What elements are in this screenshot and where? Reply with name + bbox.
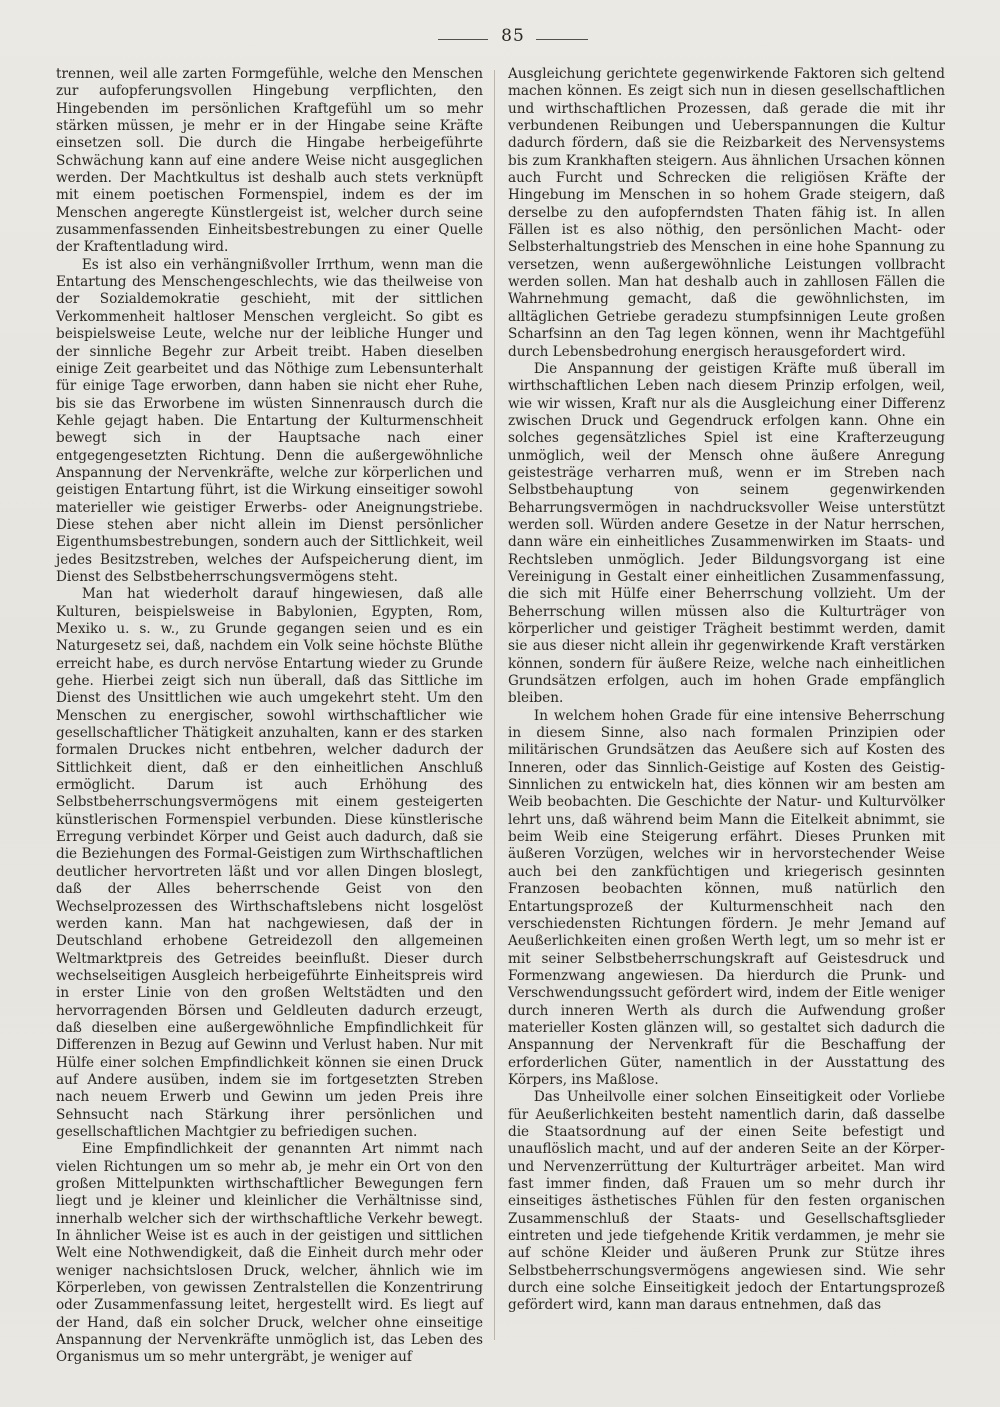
page-header (0, 22, 1000, 58)
left-paragraph-3: Man hat wiederholt darauf hingewiesen, daß alle Kulturen, beispielsweise in Babylonien, Egypten, Rom, Mexiko u. s. w., zu Grunde gegangen seien und es ein Naturgesetz sei, daß, nachdem ein Volk seine höchste Blüthe erreicht habe, es durch nervöse Entartung wieder zu Grunde gehe. Hierbei zeigt sich nun überall, daß das Sittliche im Dienst des Unsittlichen wie auch umgekehrt steht. Um den Menschen zu energischer, sowohl wirthschaftlicher wie gesellschaftlicher Thätigkeit anzuhalten, kann er des starken formalen Druckes nicht entbehren, welcher dadurch der Sittlichkeit dient, daß er den einheitlichen Anschluß ermöglicht. Darum ist auch Erhöhung des Selbstbeherrschungsvermögens mit einem gesteigerten künstlerischen Formenspiel verbunden. Diese künstlerische Erregung verbindet Körper und Geist auch dadurch, daß sie die Beziehungen des Formal-Geistigen zum Wirthschaftlichen deutlicher hervortreten läßt und vor allen Dingen bloslegt, daß der Alles beherrschende Geist von den Wechselprozessen des Wirthschaftslebens nicht losgelöst werden kann. Man hat nachgewiesen, daß der in Deutschland erhobene Getreidezoll den allgemeinen Weltmarktpreis des Getreides beeinflußt. Dieser durch wechselseitigen Ausgleich herbeigeführte Einheitspreis wird in erster Linie von den großen Weltstädten und den hervorragenden Börsen und Geldleuten dadurch erzeugt, daß dieselben eine außergewöhnliche Empfindlichkeit für Differenzen in Bezug auf Gewinn und Verlust haben. Nur mit Hülfe einer solchen Empfindlichkeit können sie einen Druck auf Andere ausüben, indem sie im fortgesetzten Streben nach neuem Erwerb und Gewinn um jeden Preis ihre Sehnsucht nach Stärkung ihrer persönlichen und gesellschaftlichen Machtgier zu befriedigen suchen. (56, 586, 483, 1140)
left-paragraph-1: trennen, weil alle zarten Formgefühle, welche den Menschen zur aufopferungsvollen Hingebung verpflichten, den Hingebenden im persönlichen Kraftgefühl um so mehr stärken müssen, je mehr er in der Hingabe seine Kräfte einsetzen soll. Die durch die Hingabe herbeigeführte Schwächung kann auf eine andere Weise nicht ausgeglichen werden. Der Machtkultus ist deshalb auch stets verknüpft mit einem poetischen Formenspiel, indem es der im Menschen angeregte Künstlergeist ist, welcher durch seine zusammenfassenden Einheitsbestrebungen zu einer Quelle der Kraftentladung wird. (56, 66, 483, 256)
right-paragraph-3: In welchem hohen Grade für eine intensive Beherrschung in diesem Sinne, also nach formalen Prinzipien oder militärischen Grundsätzen das Aeußere sich auf Kosten des Inneren, oder das Sinnlich-Geistige auf Kosten des Geistig-Sinnlichen zu entwickeln hat, dies können wir am besten am Weib beobachten. Die Geschichte der Natur- und Kulturvölker lehrt uns, daß während beim Mann die Eitelkeit abnimmt, sie beim Weib eine Steigerung erfährt. Dieses Prunken mit äußeren Vorzügen, welches wir in hervorstechender Weise auch bei den zankfüchtigen und kriegerisch gesinnten Franzosen beobachten können, muß natürlich den Entartungsprozeß der Kulturmenschheit nach den verschiedensten Richtungen fördern. Je mehr Jemand auf Aeußerlichkeiten einen großen Werth legt, um so mehr ist er mit seiner Selbstbeherrschungskraft auf Geistesdruck und Formenzwang angewiesen. Da hierdurch die Prunk- und Verschwendungssucht gefördert wird, indem der Eitle weniger durch inneren Werth als durch die Aufwendung großer materieller Kosten glänzen will, so gestaltet sich dadurch die Anspannung der Nervenkraft für die Beschaffung der erforderlichen Güter, namentlich in der Ausstattung des Körpers, ins Maßlose. (508, 707, 945, 1088)
header-rule-left (438, 39, 488, 40)
column-divider (494, 70, 495, 1340)
left-paragraph-2: Es ist also ein verhängnißvoller Irrthum, wenn man die Entartung des Menschengeschlechts, wie das theilweise von der Sozialdemokratie geschieht, mit der sittlichen Verkommenheit haltloser Menschen vergleicht. So gibt es beispielsweise Leute, welche nur der leibliche Hunger und der sinnliche Begehr zur Arbeit treibt. Haben dieselben einige Zeit gearbeitet und das Nöthige zum Lebensunterhalt für einige Tage erworben, dann haben sie nicht eher Ruhe, bis sie das Erworbene im wüsten Sinnenrausch durch die Kehle gejagt haben. Die Entartung der Kulturmenschheit bewegt sich in der Hauptsache nach einer entgegengesetzten Richtung. Denn die außergewöhnliche Anspannung der Nervenkräfte, welche zur körperlichen und geistigen Entartung führt, ist die Wirkung einseitiger sowohl materieller wie geistiger Erwerbs- oder Aneignungstriebe. Diese stehen aber nicht allein im Dienst persönlicher Eigenthumsbestrebungen, sondern auch der Sittlichkeit, weil jedes Besitzstreben, welches der Aufspeicherung dient, im Dienst des Selbstbeherrschungsvermögens steht. (56, 256, 483, 585)
left-paragraph-4: Eine Empfindlichkeit der genannten Art nimmt nach vielen Richtungen um so mehr ab, je mehr ein Ort von den großen Mittelpunkten wirthschaftlicher Bewegungen fern liegt und je kleiner und kleinlicher die Verhältnisse sind, innerhalb welcher sich der wirthschaftliche Verkehr bewegt. In ähnlicher Weise ist es auch in der geistigen und sittlichen Welt eine Nothwendigkeit, daß die Einheit durch mehr oder weniger nachsichtslosen Druck, welcher, ähnlich wie im Körperleben, von gewissen Zentralstellen die Konzentrirung oder Zusammenfassung leitet, hergestellt wird. Es liegt auf der Hand, daß ein solcher Druck, welcher ohne einseitige Anspannung der Nervenkräfte unmöglich ist, das Leben des Organismus um so mehr untergräbt, je weniger auf (56, 1141, 483, 1366)
right-paragraph-1: Ausgleichung gerichtete gegenwirkende Faktoren sich geltend machen können. Es zeigt sich nun in diesen gesellschaftlichen und wirthschaftlichen Prozessen, daß gerade die mit ihr verbundenen Reibungen und Ueberspannungen die Kultur dadurch fördern, daß sie die Reizbarkeit des Nervensystems bis zum Krankhaften steigern. Aus ähnlichen Ursachen können auch Furcht und Schrecken die religiösen Kräfte der Hingebung im Menschen in so hohem Grade steigern, daß derselbe zu den aufopferndsten Thaten fähig ist. In allen Fällen ist es also nöthig, den persönlichen Macht- oder Selbsterhaltungstrieb des Menschen in eine hohe Spannung zu versetzen, wenn außergewöhnliche Leistungen vollbracht werden sollen. Man hat deshalb auch in zahllosen Fällen die Wahrnehmung gemacht, daß die gewöhnlichsten, im alltäglichen Getriebe geradezu stumpfsinnigen Leute großen Scharfsinn an den Tag legen können, wenn ihr Machtgefühl durch Lebensbedrohung energisch herausgefordert wird. (508, 66, 945, 360)
page-number: 85 (501, 26, 525, 46)
right-paragraph-2: Die Anspannung der geistigen Kräfte muß überall im wirthschaftlichen Leben nach diesem Prinzip erfolgen, weil, wie wir wissen, Kraft nur als die Ausgleichung einer Differenz zwischen Druck und Gegendruck erfolgen kann. Ohne ein solches gegensätzliches Spiel ist eine Krafterzeugung unmöglich, weil der Mensch ohne äußere Anregung geistesträge verharren muß, wenn er im Streben nach Selbstbehauptung von seinem gegenwirkenden Beharrungsvermögen in nachdrucksvoller Weise unterstützt werden soll. Würden andere Gesetze in der Natur herrschen, dann wäre ein einheitliches Zusammenwirken im Staats- und Rechtsleben unmöglich. Jeder Bildungsvorgang ist eine Vereinigung in Gestalt einer einheitlichen Zusammenfassung, die sich mit Hülfe einer Beherrschung vollzieht. Um der Beherrschung willen müssen also die Kulturträger von körperlicher und geistiger Trägheit bestimmt werden, damit sie aus dieser nicht allein ihr gegenwirkende Kraft verstärken können, sondern für äußere Reize, welche nach einheitlichen Grundsätzen erfolgen, auch im hohen Grade empfänglich bleiben. (508, 360, 945, 707)
right-paragraph-4: Das Unheilvolle einer solchen Einseitigkeit oder Vorliebe für Aeußerlichkeiten besteht namentlich darin, daß dasselbe die Staatsordnung auf der einen Seite befestigt und unauflöslich macht, und auf der anderen Seite an der Körper- und Nervenzerrüttung der Kulturträger arbeitet. Man wird fast immer finden, daß Frauen um so mehr durch ihr einseitiges ästhetisches Fühlen für den festen organischen Zusammenschluß der Staats- und Gesellschaftsglieder eintreten und jede tiefgehende Kritik verdammen, je mehr sie auf schöne Kleider und äußeren Prunk zur Stütze ihres Selbstbeherrschungsvermögens angewiesen sind. Wie sehr durch eine solche Einseitigkeit jedoch der Entartungsprozeß gefördert wird, kann man daraus entnehmen, daß das (508, 1089, 945, 1314)
left-column (56, 66, 483, 1367)
header-rule-right (536, 39, 588, 40)
right-column (508, 66, 945, 1315)
